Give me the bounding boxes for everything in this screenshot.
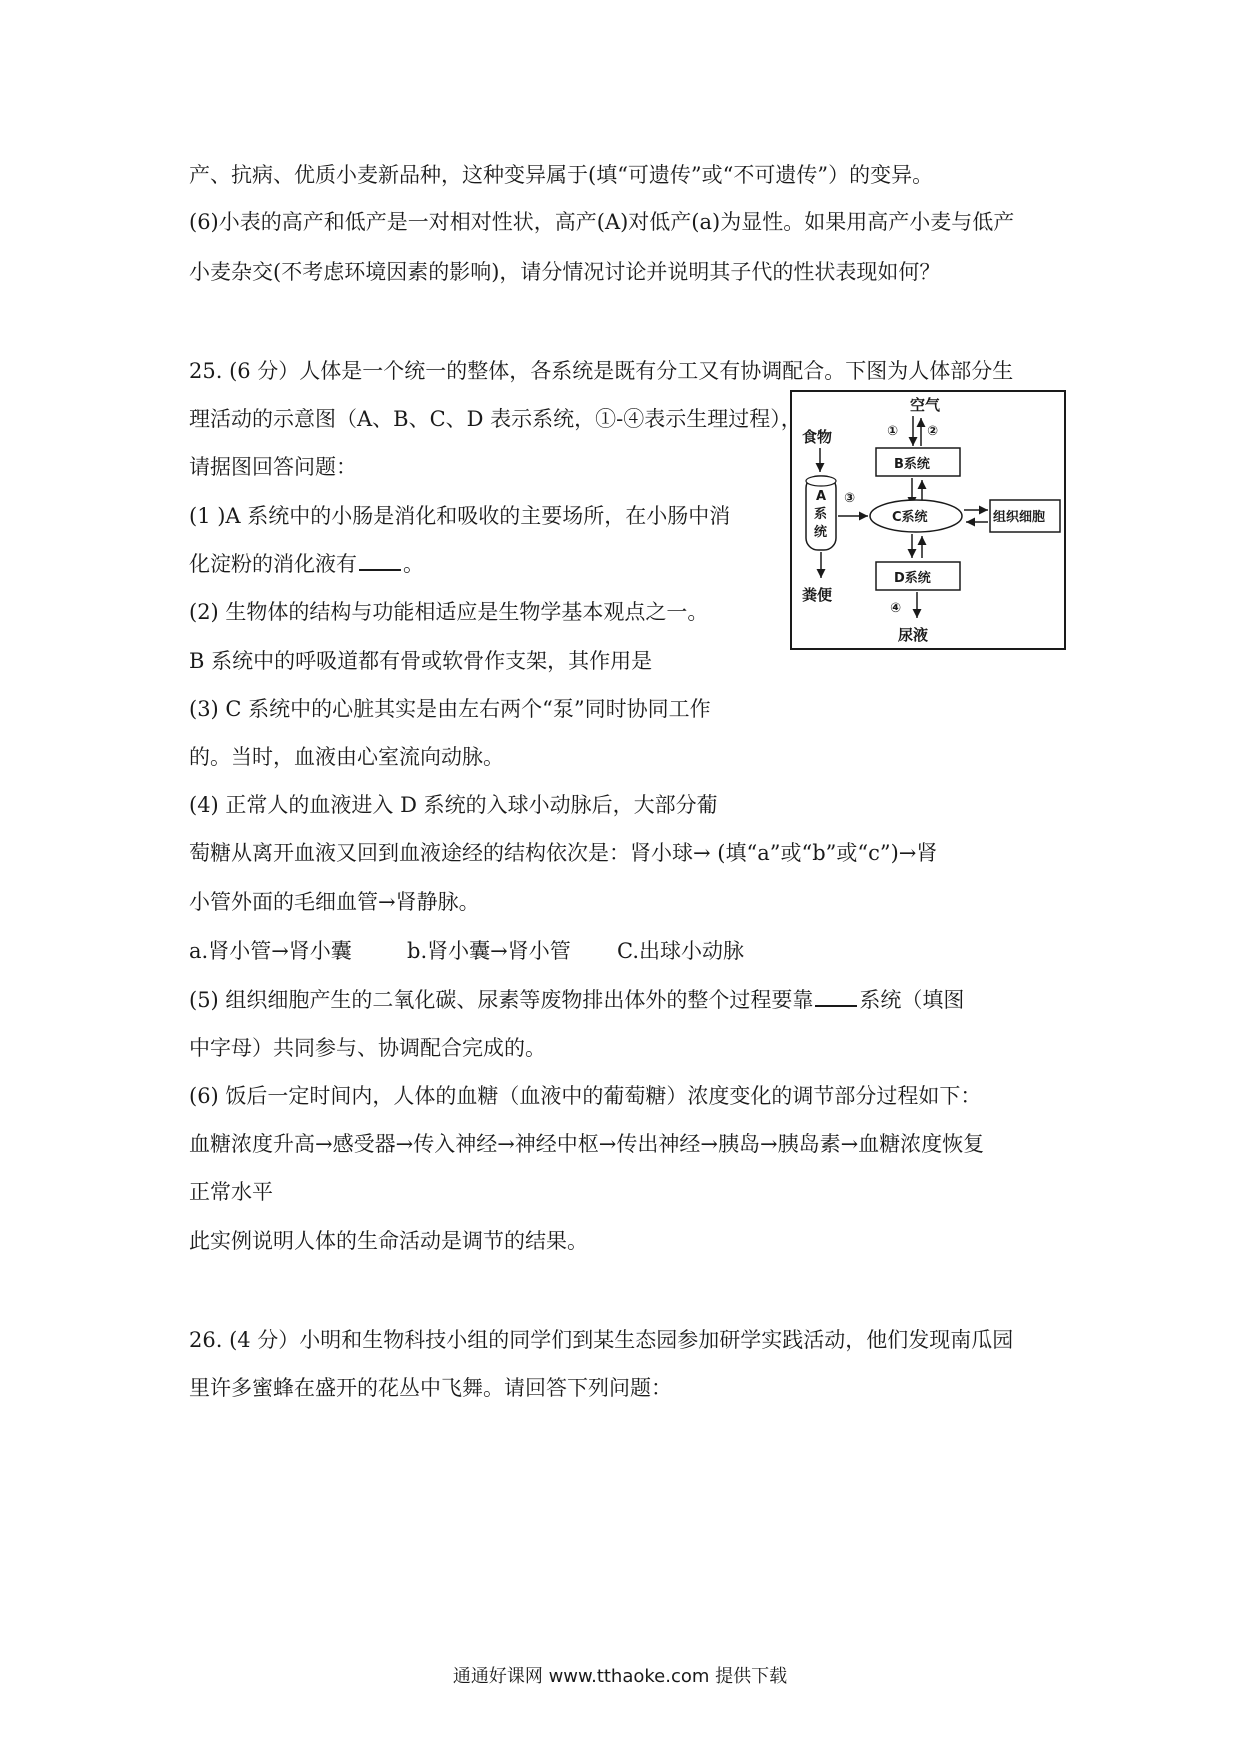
text-line: (2) 生物体的结构与功能相适应是生物学基本观点之一。 [189, 600, 709, 624]
process-3-label: ③ [844, 491, 856, 506]
air-label: 空气 [910, 396, 941, 414]
text-line: 血糖浓度升高→感受器→传入神经→神经中枢→传出神经→胰岛→胰岛素→血糖浓度恢复 [189, 1132, 985, 1156]
text-line: 此实例说明人体的生命活动是调节的结果。 [189, 1229, 588, 1253]
text-line: 请据图回答问题： [189, 455, 357, 479]
text-line: B 系统中的呼吸道都有骨或软骨作支架，其作用是 [189, 649, 653, 673]
d-system-label: D系统 [894, 571, 931, 586]
text-line: (4) 正常人的血液进入 D 系统的入球小动脉后，大部分葡 [189, 793, 718, 817]
text-line: (3) C 系统中的心脏其实是由左右两个“泵”同时协同工作 [189, 697, 711, 721]
question-26-heading: 26. (4 分）小明和生物科技小组的同学们到某生态园参加研学实践活动，他们发现南瓜园 [189, 1328, 1014, 1352]
process-4-label: ④ [890, 601, 902, 616]
option-a: a.肾小管→肾小囊 [189, 939, 352, 963]
text-line [189, 985, 964, 1015]
food-label: 食物 [802, 428, 833, 446]
feces-label: 粪便 [802, 586, 833, 604]
text-line [189, 549, 424, 579]
text-line: 中字母）共同参与、协调配合完成的。 [189, 1036, 546, 1060]
tissue-label: 组织细胞 [993, 510, 1046, 525]
text-line: 正常水平 [189, 1180, 273, 1204]
c-system-label: C系统 [892, 510, 928, 525]
b-system-label: B系统 [894, 457, 930, 472]
urine-label: 尿液 [898, 626, 929, 644]
text-line: (6) 饭后一定时间内，人体的血糖（血液中的葡萄糖）浓度变化的调节部分过程如下： [189, 1084, 982, 1108]
text-segment: (5) 组织细胞产生的二氧化碳、尿素等废物排出体外的整个过程要靠 [189, 988, 814, 1012]
text-segment: 系统（填图 [859, 988, 965, 1012]
process-2-label: ② [927, 424, 939, 439]
physiology-diagram [790, 390, 1066, 650]
process-1-label: ① [887, 424, 899, 439]
text-line: 产、抗病、优质小麦新品种，这种变异属于(填“可遗传”或“不可遗传”）的变异。 [189, 163, 934, 187]
text-line: 里许多蜜蜂在盛开的花丛中飞舞。请回答下列问题： [189, 1376, 672, 1400]
text-line: 萄糖从离开血液又回到血液途经的结构依次是：肾小球→ (填“a”或“b”或“c”)→肾 [189, 841, 938, 865]
text-line: (1 )A 系统中的小肠是消化和吸收的主要场所，在小肠中消 [189, 504, 731, 528]
answer-blank [815, 985, 857, 1007]
diagram-svg [790, 390, 1066, 650]
text-segment: 化淀粉的消化液有 [189, 552, 357, 576]
question-25-heading: 25. (6 分）人体是一个统一的整体，各系统是既有分工又有协调配合。下图为人体部分生 [189, 359, 1014, 383]
text-segment: 。 [403, 552, 424, 576]
text-line: 理活动的示意图（A、B、C、D 表示系统，①-④表示生理过程）， [189, 407, 802, 431]
a-system-label-2: 系 [814, 507, 828, 522]
text-line: (6)小表的高产和低产是一对相对性状，高产(A)对低产(a)为显性。如果用高产小麦与低产 [189, 210, 1015, 234]
answer-blank [359, 549, 401, 571]
footer-source: 通通好课网 www.tthaoke.com 提供下载 [452, 1666, 788, 1687]
text-line: 的。当时，血液由心室流向动脉。 [189, 745, 504, 769]
text-line: 小管外面的毛细血管→肾静脉。 [189, 890, 480, 914]
option-c: C.出球小动脉 [617, 939, 744, 963]
text-line: 小麦杂交(不考虑环境因素的影响)，请分情况讨论并说明其子代的性状表现如何？ [189, 260, 941, 284]
a-system-label: A [816, 489, 827, 504]
a-system-label-3: 统 [814, 525, 828, 540]
option-b: b.肾小囊→肾小管 [407, 939, 571, 963]
